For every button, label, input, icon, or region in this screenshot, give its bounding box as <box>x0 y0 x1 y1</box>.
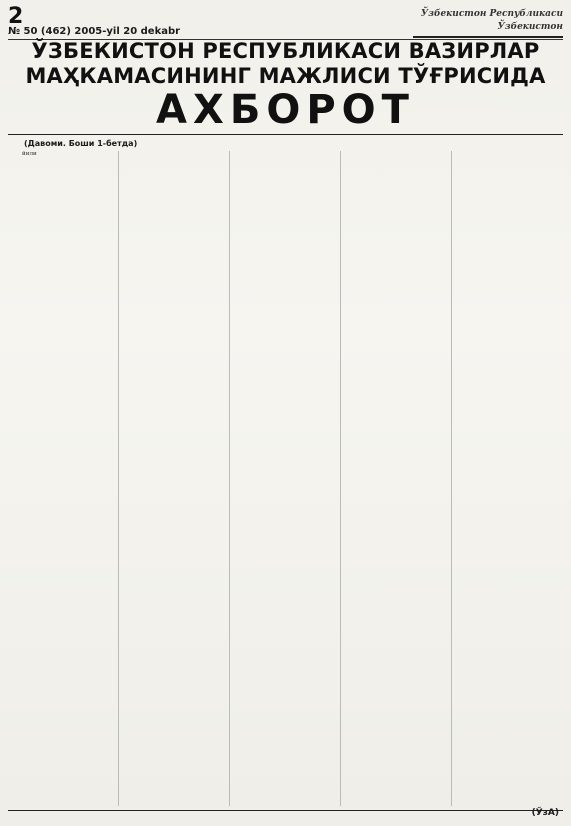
bottom-divider <box>8 810 563 811</box>
article-column-2 <box>125 151 230 806</box>
continuation-note: (Давоми. Боши 1-бетда) <box>24 139 138 148</box>
article-column-3 <box>236 151 341 806</box>
masthead-line-1: Ўзбекистон Республикаси <box>420 9 563 19</box>
column-text: йили <box>22 151 37 157</box>
newspaper-masthead <box>413 8 563 38</box>
article-column-4 <box>347 151 452 806</box>
masthead-line-2: Ўзбекистон <box>497 22 563 32</box>
article-column-1 <box>14 151 119 806</box>
article-columns <box>14 151 562 806</box>
headline-line-2: МАҲКАМАСИНИНГ МАЖЛИСИ ТЎҒРИСИДА <box>25 64 546 88</box>
page-number: 2 <box>8 4 24 29</box>
source-mark: (ЎзА) <box>531 808 559 818</box>
headline-divider <box>8 134 563 135</box>
article-column-5 <box>458 151 562 806</box>
article-title: АХБОРОТ <box>156 87 415 133</box>
headline-line-1: ЎЗБЕКИСТОН РЕСПУБЛИКАСИ ВАЗИРЛАР <box>31 39 540 63</box>
issue-line: № 50 (462) 2005-yil 20 dekabr <box>8 26 181 37</box>
